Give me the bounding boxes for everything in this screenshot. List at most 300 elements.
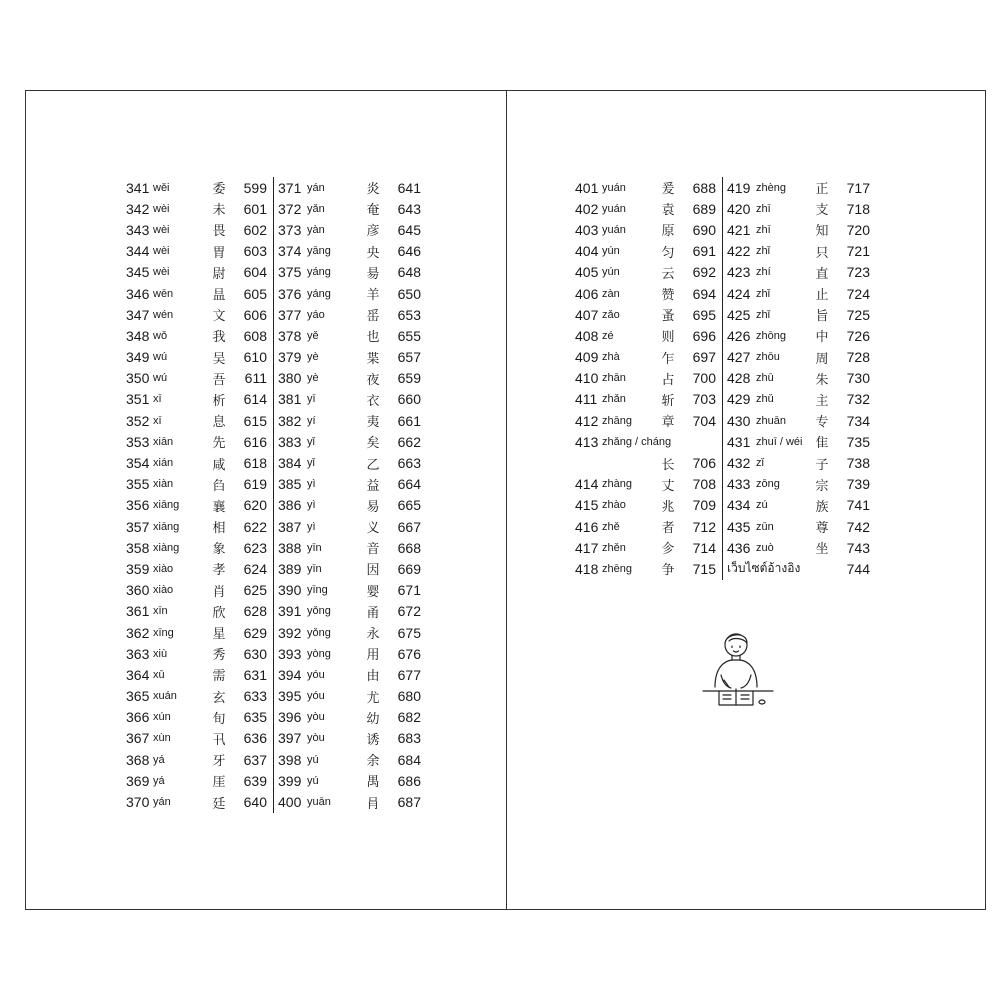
character: 胃 [212, 245, 226, 261]
pinyin: zhōu [756, 351, 780, 364]
character: 相 [212, 521, 226, 537]
pinyin: xún [153, 711, 171, 724]
pinyin: yuān [307, 796, 331, 809]
entry-number: 350 [126, 370, 150, 387]
entry-number: 386 [274, 495, 308, 516]
entry-number: 399 [274, 770, 308, 791]
index-row [126, 325, 421, 346]
pinyin: yàn [307, 223, 325, 236]
pinyin: yǎn [307, 202, 325, 215]
pinyin: zhū [756, 372, 774, 385]
page-number: 601 [243, 200, 267, 217]
character: 孝 [212, 563, 226, 579]
entry-number: 364 [126, 666, 150, 683]
entry-number: 400 [274, 791, 308, 812]
character: 需 [212, 669, 226, 685]
character: 昷 [212, 288, 226, 304]
character: 专 [815, 415, 829, 431]
pinyin: xiàng [153, 541, 180, 554]
entry-number: 356 [126, 497, 150, 514]
pinyin: xùn [153, 732, 171, 745]
pinyin: zhǔ [756, 393, 774, 406]
pinyin: xián [153, 457, 174, 470]
entry-number: 367 [126, 730, 150, 747]
character: 廷 [212, 796, 226, 812]
page-number: 692 [692, 264, 716, 281]
page-number: 744 [846, 560, 870, 577]
page-number: 622 [243, 518, 267, 535]
pinyin: zuò [756, 541, 774, 554]
pinyin: yán [153, 796, 171, 809]
pinyin: zé [602, 329, 614, 342]
pinyin: zhǎn [602, 393, 626, 406]
page-number: 723 [846, 264, 870, 281]
pinyin: yóu [307, 690, 325, 703]
pinyin: yuán [602, 223, 626, 236]
character: 厓 [212, 775, 226, 791]
pinyin: zǐ [756, 457, 764, 470]
entry-number: 366 [126, 709, 150, 726]
character: 我 [212, 330, 226, 346]
pinyin: zhèng [756, 181, 786, 194]
page-number: 620 [243, 497, 267, 514]
page-number: 633 [243, 688, 267, 705]
entry-number: 385 [274, 474, 308, 495]
page-number: 715 [692, 560, 716, 577]
pinyin: zhī [756, 223, 771, 236]
entry-number: 402 [575, 200, 599, 217]
pinyin: xū [153, 668, 165, 681]
index-row [575, 495, 870, 516]
page-number: 623 [243, 539, 267, 556]
index-row [575, 262, 870, 283]
pinyin: wén [153, 308, 174, 321]
entry-number: เว็บไซต์อ้างอิง [723, 558, 833, 579]
index-row [126, 495, 421, 516]
pinyin: zhōng [756, 329, 786, 342]
pinyin: zhǐ [756, 245, 771, 258]
pinyin: yú [307, 753, 319, 766]
character: 只 [815, 245, 829, 261]
pinyin: xīng [153, 626, 174, 639]
pinyin: zhàng [602, 478, 632, 491]
pinyin: xī [153, 393, 162, 406]
page-number: 695 [692, 306, 716, 323]
page-number: 718 [846, 200, 870, 217]
pinyin: yì [307, 520, 316, 533]
pinyin: yóu [307, 668, 325, 681]
character: 由 [366, 669, 380, 685]
pinyin: yáo [307, 308, 325, 321]
entry-number: 422 [723, 241, 757, 262]
entry-number: 378 [274, 325, 308, 346]
pinyin: yòng [307, 647, 331, 660]
entry-number: 362 [126, 624, 150, 641]
index-row [126, 791, 421, 812]
index-row [126, 389, 421, 410]
entry-number: 361 [126, 603, 150, 620]
character: 息 [212, 415, 226, 431]
pinyin: zhǐ [756, 287, 771, 300]
pinyin: yá [153, 774, 165, 787]
page-number: 625 [243, 582, 267, 599]
character: 赞 [661, 288, 675, 304]
entry-number: 394 [274, 664, 308, 685]
entry-number [575, 452, 602, 473]
entry-number: 353 [126, 433, 150, 450]
pinyin: yuán [602, 202, 626, 215]
character: 也 [366, 330, 380, 346]
pinyin: zǎo [602, 308, 620, 321]
page-number: 714 [692, 539, 716, 556]
index-row [575, 368, 870, 389]
page-number: 608 [243, 327, 267, 344]
character: 婴 [366, 584, 380, 600]
page-number: 619 [243, 476, 267, 493]
entry-number: 432 [723, 452, 757, 473]
character: 隹 [815, 436, 829, 452]
page-number: 636 [243, 730, 267, 747]
character: 委 [212, 182, 226, 198]
entry-number: 373 [274, 219, 308, 240]
pinyin: zhuī / wéi [756, 435, 803, 448]
character: 未 [212, 203, 226, 219]
page-number: 657 [397, 349, 421, 366]
page-number: 697 [692, 349, 716, 366]
pinyin: yán [307, 181, 325, 194]
character: 䍃 [366, 309, 380, 325]
page-number: 700 [692, 370, 716, 387]
page-number: 676 [397, 645, 421, 662]
pinyin: yīng [307, 584, 328, 597]
entry-number: 351 [126, 391, 150, 408]
entry-number: 412 [575, 412, 599, 429]
character: 余 [366, 754, 380, 770]
entry-number: 409 [575, 349, 599, 366]
page-number: 690 [692, 221, 716, 238]
page-number: 689 [692, 200, 716, 217]
page-number: 730 [846, 370, 870, 387]
character: 衣 [366, 393, 380, 409]
index-row [575, 347, 870, 368]
page-number: 684 [397, 751, 421, 768]
entry-number: 423 [723, 262, 757, 283]
entry-number: 434 [723, 495, 757, 516]
pinyin: zhǎng / cháng [602, 435, 672, 448]
character: 则 [661, 330, 675, 346]
character: 子 [815, 457, 829, 473]
entry-number: 377 [274, 304, 308, 325]
left-page [25, 90, 507, 910]
pinyin: yī [307, 393, 316, 406]
entry-number: 391 [274, 601, 308, 622]
page-number: 616 [243, 433, 267, 450]
page-number: 664 [397, 476, 421, 493]
index-table-left [126, 177, 421, 813]
entry-number: 348 [126, 327, 150, 344]
pinyin: xiào [153, 584, 174, 597]
character: 析 [212, 393, 226, 409]
entry-number: 382 [274, 410, 308, 431]
character: 卂 [212, 732, 226, 748]
index-row [126, 622, 421, 643]
entry-number: 359 [126, 560, 150, 577]
entry-number: 379 [274, 347, 308, 368]
pinyin: yún [602, 266, 620, 279]
pinyin: zú [756, 499, 768, 512]
pinyin: yīn [307, 562, 322, 575]
character: 炎 [366, 182, 380, 198]
character: 旨 [815, 309, 829, 325]
page-number: 660 [397, 391, 421, 408]
character: 直 [815, 266, 829, 282]
entry-number: 396 [274, 707, 308, 728]
entry-number: 395 [274, 686, 308, 707]
index-row [126, 368, 421, 389]
pinyin: zàn [602, 287, 620, 300]
character: 吾 [212, 372, 226, 388]
page-number: 637 [243, 751, 267, 768]
character: 宗 [815, 478, 829, 494]
index-row [126, 347, 421, 368]
page-number: 659 [397, 370, 421, 387]
pinyin: zōng [756, 478, 780, 491]
pinyin [602, 452, 658, 473]
page-number: 611 [244, 370, 267, 387]
character: 爰 [661, 182, 675, 198]
character: 秀 [212, 648, 226, 664]
entry-number: 421 [723, 219, 757, 240]
page-number: 717 [846, 179, 870, 196]
pinyin: xuán [153, 690, 177, 703]
entry-number: 387 [274, 516, 308, 537]
index-row [126, 283, 421, 304]
index-row [575, 410, 870, 431]
index-row [575, 389, 870, 410]
entry-number: 355 [126, 476, 150, 493]
entry-number: 363 [126, 645, 150, 662]
index-row [575, 537, 870, 558]
entry-number: 343 [126, 221, 150, 238]
pinyin: yún [602, 245, 620, 258]
index-row [126, 474, 421, 495]
index-row [575, 219, 870, 240]
page-number: 624 [243, 560, 267, 577]
entry-number: 427 [723, 347, 757, 368]
character: 永 [366, 627, 380, 643]
character: 袁 [661, 203, 675, 219]
character: 肖 [212, 584, 226, 600]
entry-number: 411 [575, 391, 598, 408]
entry-number: 370 [126, 794, 150, 811]
page-number: 739 [846, 476, 870, 493]
page-number: 688 [692, 179, 716, 196]
character: 益 [366, 478, 380, 494]
page-number: 682 [397, 709, 421, 726]
page-number: 669 [397, 560, 421, 577]
page-number: 599 [243, 179, 267, 196]
pinyin: yè [307, 351, 319, 364]
pinyin: zhēng [602, 562, 632, 575]
index-row [126, 686, 421, 707]
index-row [126, 558, 421, 579]
page-number: 696 [692, 327, 716, 344]
entry-number: 405 [575, 264, 599, 281]
character: 旬 [212, 711, 226, 727]
entry-number: 345 [126, 264, 150, 281]
entry-number: 368 [126, 751, 150, 768]
page-number: 708 [692, 476, 716, 493]
page-number: 671 [397, 582, 421, 599]
entry-number: 398 [274, 749, 308, 770]
character: 星 [212, 627, 226, 643]
entry-number: 436 [723, 537, 757, 558]
entry-number: 401 [575, 179, 599, 196]
entry-number: 357 [126, 518, 150, 535]
entry-number: 433 [723, 474, 757, 495]
character: 知 [815, 224, 829, 240]
pinyin: yāng [307, 245, 331, 258]
character: 因 [366, 563, 380, 579]
entry-number: 418 [575, 560, 599, 577]
pinyin: zhǐ [756, 308, 771, 321]
character: 乙 [366, 457, 380, 473]
page-number: 691 [692, 243, 716, 260]
page-number: 665 [397, 497, 421, 514]
page-number: 672 [397, 603, 421, 620]
pinyin: xī [153, 414, 162, 427]
page-number: 667 [397, 518, 421, 535]
pinyin: yè [307, 372, 319, 385]
entry-number: 417 [575, 539, 599, 556]
page-number: 734 [846, 412, 870, 429]
page-number: 703 [692, 391, 716, 408]
index-row [126, 177, 421, 198]
pinyin: wèi [153, 245, 170, 258]
pinyin: xiào [153, 562, 174, 575]
character: 族 [815, 499, 829, 515]
page-number: 643 [397, 200, 421, 217]
entry-number: 393 [274, 643, 308, 664]
character: 音 [366, 542, 380, 558]
pinyin: wèi [153, 266, 170, 279]
entry-number: 346 [126, 285, 150, 302]
index-row [126, 749, 421, 770]
pinyin: wēn [153, 287, 174, 300]
entry-number: 360 [126, 582, 150, 599]
entry-number: 406 [575, 285, 599, 302]
entry-number: 428 [723, 368, 757, 389]
pinyin: zhà [602, 351, 620, 364]
pinyin: wǒ [153, 329, 168, 342]
pinyin: yǐ [307, 457, 315, 470]
page-number: 704 [692, 412, 716, 429]
entry-number: 376 [274, 283, 308, 304]
page-number: 639 [243, 772, 267, 789]
index-row [575, 452, 870, 473]
character: 禺 [366, 775, 380, 791]
pinyin: xīn [153, 605, 168, 618]
index-row [126, 219, 421, 240]
index-row [126, 431, 421, 452]
entry-number: 403 [575, 221, 599, 238]
entry-number: 342 [126, 200, 150, 217]
page-number: 606 [243, 306, 267, 323]
page-number: 602 [243, 221, 267, 238]
pinyin: yáng [307, 287, 331, 300]
entry-number: 431 [723, 431, 757, 452]
page-number: 721 [846, 243, 870, 260]
character: 吴 [212, 351, 226, 367]
page-number: 668 [397, 539, 421, 556]
index-row [126, 770, 421, 791]
character: 牙 [212, 754, 226, 770]
entry-number: 358 [126, 539, 150, 556]
character: 尤 [366, 690, 380, 706]
entry-number: 413 [575, 433, 599, 450]
character: 易 [366, 499, 380, 515]
entry-number: 424 [723, 283, 757, 304]
character: 昜 [366, 266, 380, 282]
page-number: 724 [846, 285, 870, 302]
page-number: 646 [397, 243, 421, 260]
entry-number: 414 [575, 476, 599, 493]
index-row [575, 325, 870, 346]
character: 咸 [212, 457, 226, 473]
pinyin: zhào [602, 499, 626, 512]
entry-number: 365 [126, 688, 150, 705]
character: 占 [661, 372, 675, 388]
entry-number: 375 [274, 262, 308, 283]
character: 周 [815, 351, 829, 367]
entry-number: 429 [723, 389, 757, 410]
pinyin: yì [307, 499, 316, 512]
character: 诱 [366, 732, 380, 748]
character: 襄 [212, 499, 226, 515]
character: 斩 [661, 393, 675, 409]
page-number: 677 [397, 666, 421, 683]
pinyin: yòu [307, 732, 325, 745]
index-row [126, 728, 421, 749]
pinyin: yuán [602, 181, 626, 194]
pinyin: yí [307, 414, 316, 427]
entry-number: 383 [274, 431, 308, 452]
page-number: 641 [397, 179, 421, 196]
page-number: 610 [243, 349, 267, 366]
entry-number: 407 [575, 306, 599, 323]
character: 象 [212, 542, 226, 558]
pinyin: wěi [153, 181, 170, 194]
pinyin: zhuān [756, 414, 786, 427]
entry-number: 371 [274, 177, 308, 198]
index-row [575, 304, 870, 325]
page-number: 663 [397, 455, 421, 472]
entry-number: 397 [274, 728, 308, 749]
index-row [126, 304, 421, 325]
pinyin: zhāng [602, 414, 632, 427]
character: 甬 [366, 605, 380, 621]
index-row [126, 601, 421, 622]
page-number: 650 [397, 285, 421, 302]
page-number: 687 [397, 794, 421, 811]
page-number: 628 [243, 603, 267, 620]
character: 丈 [661, 478, 675, 494]
character: 用 [366, 648, 380, 664]
page-number: 603 [243, 243, 267, 260]
entry-number: 341 [126, 179, 150, 196]
page-number: 675 [397, 624, 421, 641]
entry-number: 381 [274, 389, 308, 410]
